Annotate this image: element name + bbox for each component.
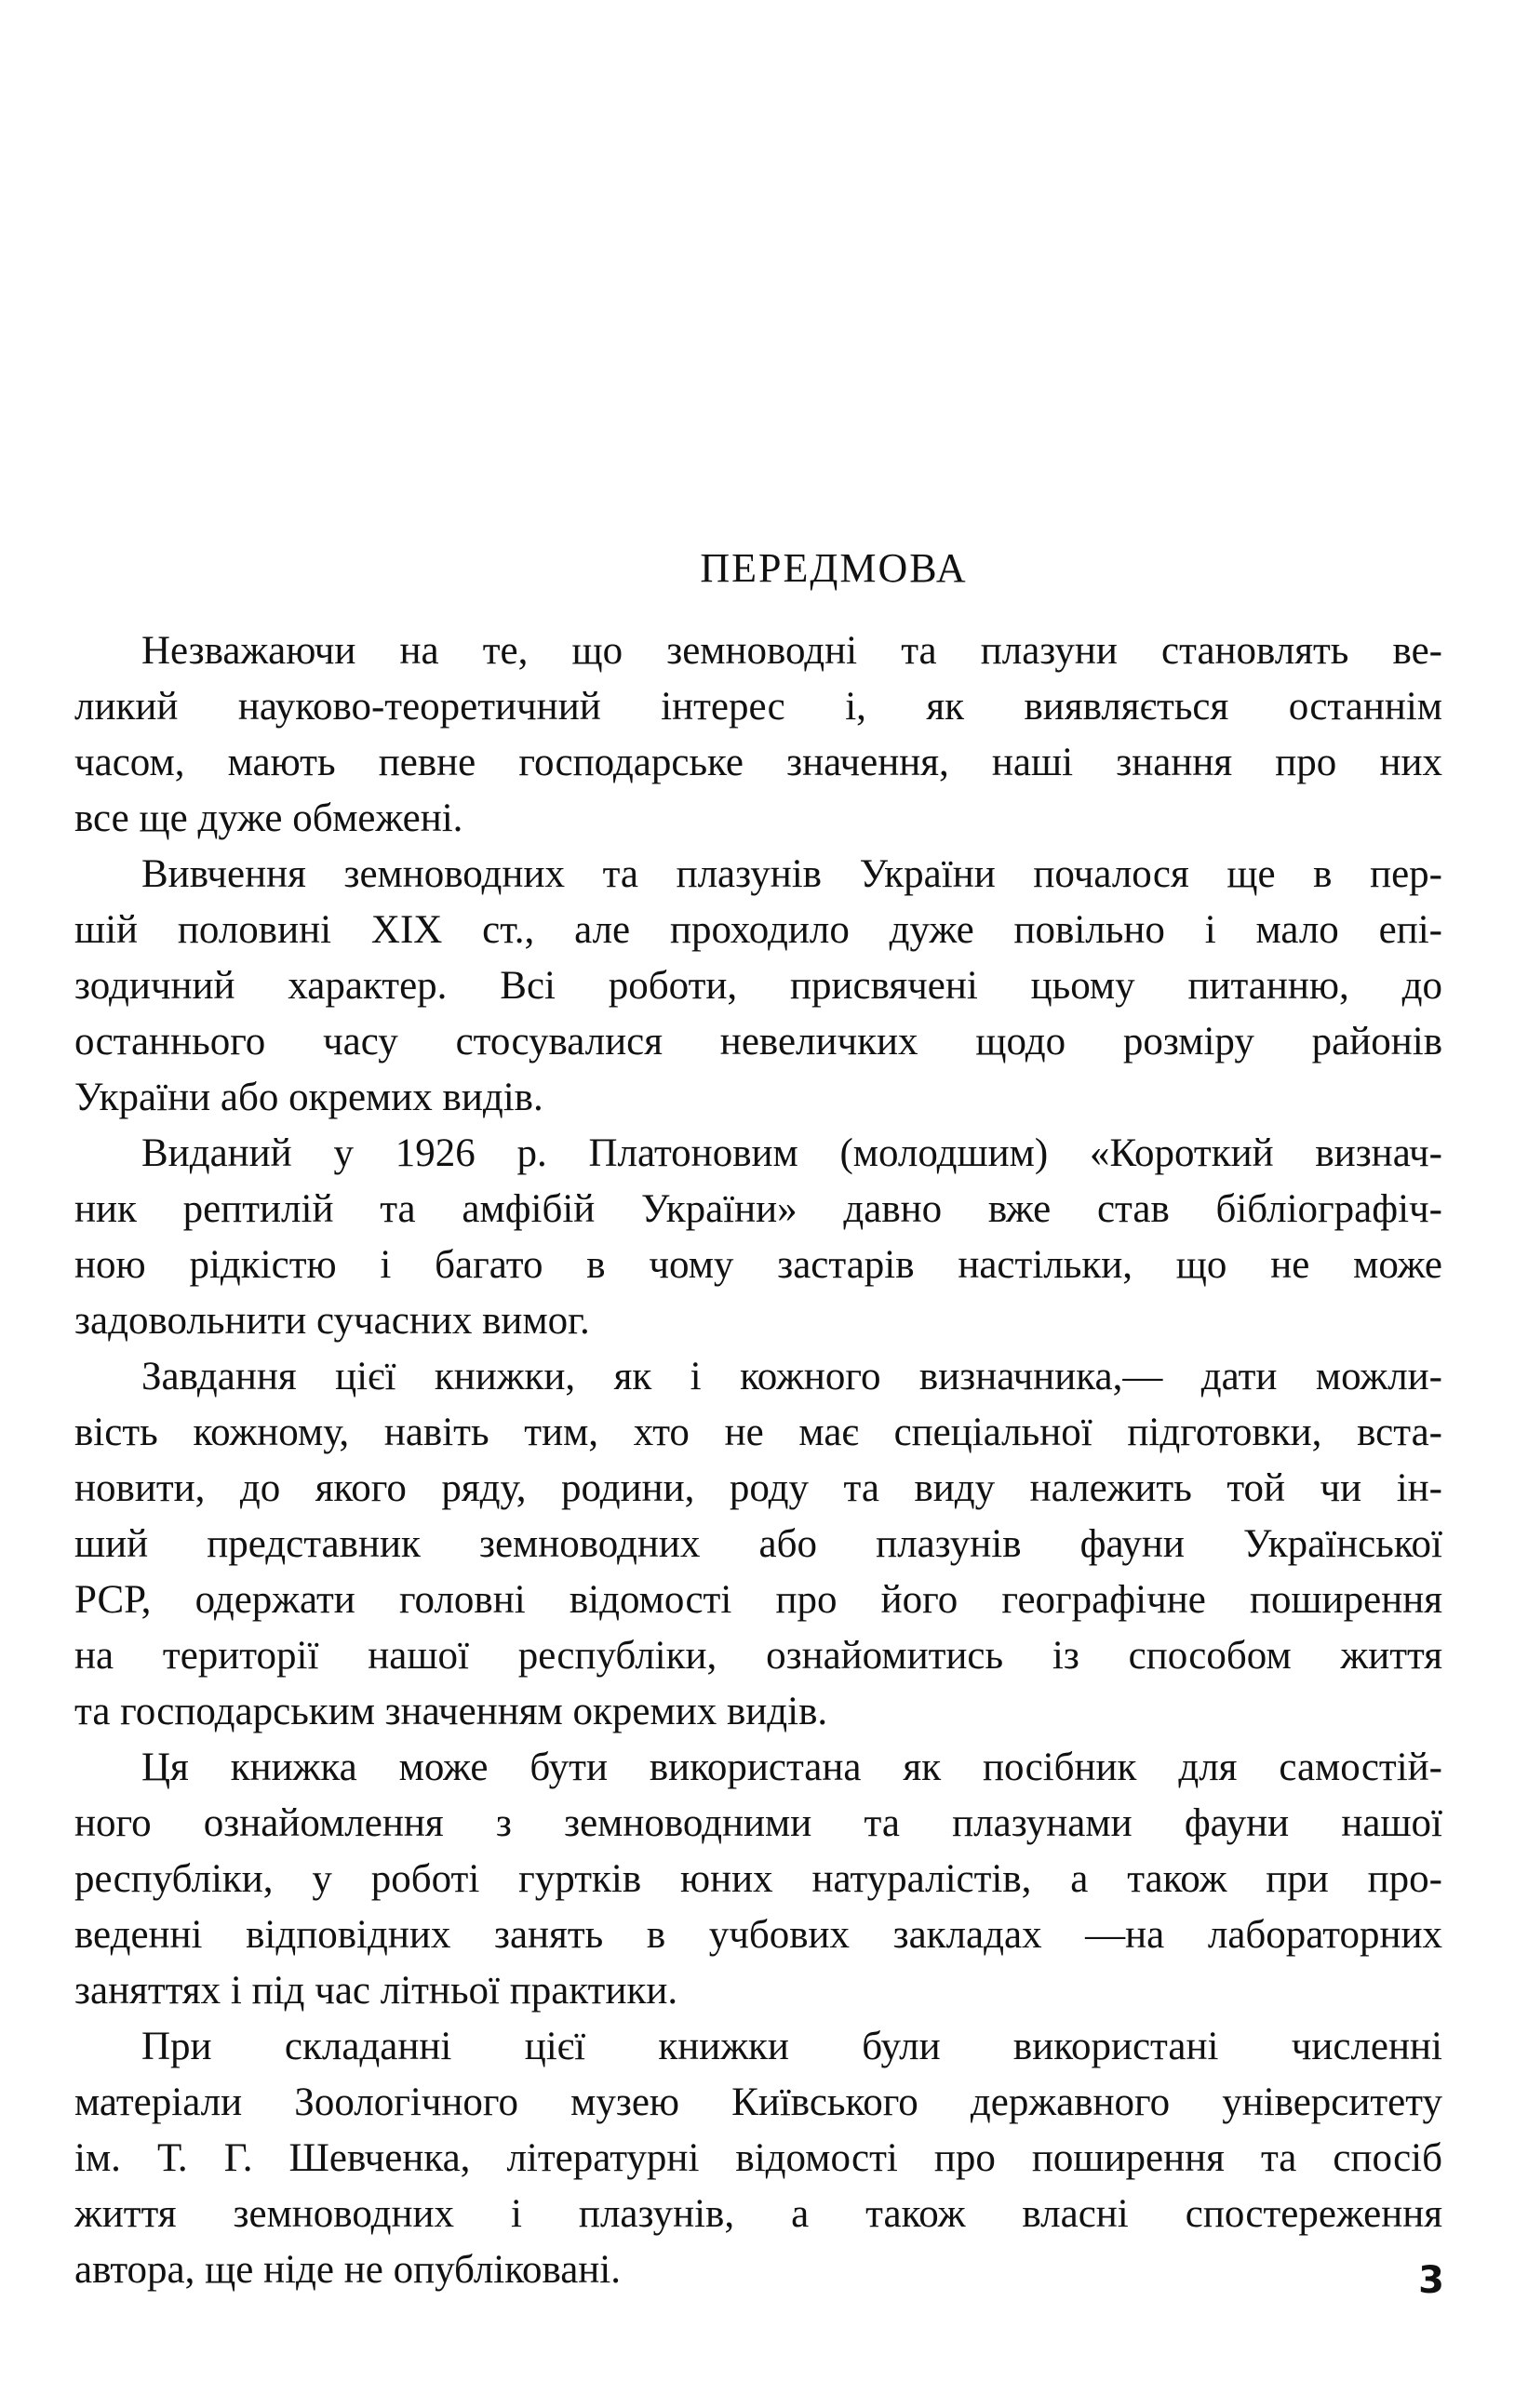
text-line: автора, ще ніде не опубліковані. (74, 2248, 621, 2292)
paragraph-1 (74, 623, 1442, 847)
page-title: ПЕРЕДМОВА (700, 545, 968, 591)
text-line: вість кожному, навіть тим, хто не має спеціальної підготовки, вста- (74, 1411, 1442, 1454)
text-line: При складанні цієї книжки були використані численні (141, 2025, 1442, 2068)
text-line: Вивчення земноводних та плазунів України почалося ще в пер- (141, 852, 1442, 896)
paragraph-3 (74, 1126, 1442, 1349)
text-line: Незважаючи на те, що земноводні та плазуни становлять ве- (141, 629, 1442, 673)
text-line: ною рідкістю і багато в чому застарів настільки, що не може (74, 1243, 1442, 1287)
paragraph-2 (74, 847, 1442, 1126)
text-line: Завдання цієї книжки, як і кожного визначника,— дати можли- (141, 1355, 1442, 1398)
page-number: 3 (1418, 2259, 1444, 2302)
text-line: РСР, одержати головні відомості про його географічне поширення (74, 1578, 1442, 1622)
text-line: ликий науково-теоретичний інтерес і, як виявляється останнім (74, 685, 1442, 729)
text-line: шій половині XIX ст., але проходило дуже повільно і мало епі- (74, 908, 1442, 952)
text-line: зодичний характер. Всі роботи, присвячені цьому питанню, до (74, 964, 1442, 1008)
text-line: ник рептилій та амфібій України» давно вже став бібліографіч- (74, 1187, 1442, 1231)
text-line: задовольнити сучасних вимог. (74, 1299, 590, 1343)
text-line: життя земноводних і плазунів, а також власні спостереження (74, 2192, 1442, 2236)
text-line: та господарським значенням окремих видів. (74, 1690, 828, 1733)
paragraph-6 (74, 2019, 1442, 2298)
text-line: матеріали Зоологічного музею Київського державного університету (74, 2080, 1442, 2124)
text-line: республіки, у роботі гуртків юних натуралістів, а також при про- (74, 1857, 1442, 1901)
text-line: на території нашої республіки, ознайомитись із способом життя (74, 1634, 1442, 1678)
text-line: новити, до якого ряду, родини, роду та виду належить той чи ін- (74, 1466, 1442, 1510)
paragraph-4 (74, 1349, 1442, 1740)
text-line: останнього часу стосувалися невеличких щодо розміру районів (74, 1020, 1442, 1064)
text-line: України або окремих видів. (74, 1076, 543, 1119)
text-line: веденні відповідних занять в учбових закладах —на лабораторних (74, 1913, 1442, 1957)
text-line: Виданий у 1926 р. Платоновим (молодшим) «Короткий визнач- (141, 1131, 1442, 1175)
body-text (74, 623, 1442, 2298)
text-line: все ще дуже обмежені. (74, 796, 463, 840)
text-line: ім. Т. Г. Шевченка, літературні відомості про поширення та спосіб (74, 2136, 1442, 2180)
text-line: заняттях і під час літньої практики. (74, 1969, 678, 2013)
text-line: Ця книжка може бути використана як посібник для самостій- (141, 1746, 1442, 1789)
text-line: ного ознайомлення з земноводними та плазунами фауни нашої (74, 1801, 1442, 1845)
text-line: часом, мають певне господарське значення, наші знання про них (74, 741, 1442, 784)
text-line: ший представник земноводних або плазунів фауни Української (74, 1522, 1442, 1566)
paragraph-5 (74, 1740, 1442, 2019)
